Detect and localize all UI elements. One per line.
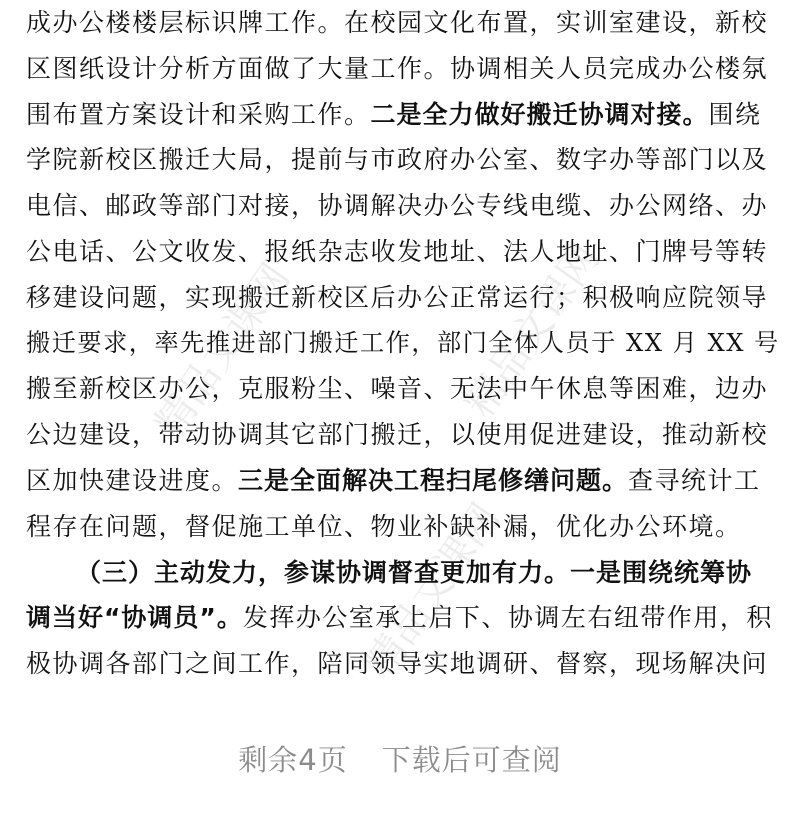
- text-line: [26, 550, 778, 596]
- text-line: [26, 183, 778, 229]
- text-line: [26, 321, 778, 367]
- text-segment: 围绕: [708, 99, 762, 129]
- text-segment: 区图纸设计分析方面做了大量工作。协调相关人员完成办公楼氛: [26, 53, 769, 83]
- watermark-3: 精品文课网: [356, 495, 510, 686]
- remaining-pages-text: 剩余4页: [238, 743, 348, 777]
- text-line: [26, 46, 778, 92]
- watermark-2: 精品文课网: [456, 235, 610, 426]
- document-body: [26, 0, 778, 687]
- text-segment: 电信、邮政等部门对接，协调解决办公专线电缆、办公网络、办: [26, 191, 769, 221]
- text-line: [26, 137, 778, 183]
- download-hint-text: 下载后可查阅: [381, 743, 562, 777]
- text-line: [26, 0, 778, 46]
- text-segment: 极协调各部门之间工作，陪同领导实地调研、督察，现场解决问: [26, 649, 769, 679]
- text-line: [26, 412, 778, 458]
- text-segment: 程存在问题，督促施工单位、物业补缺补漏，优化办公环境。: [26, 511, 742, 541]
- text-line: [26, 366, 778, 412]
- text-line: [26, 229, 778, 275]
- text-segment: 学院新校区搬迁大局，提前与市政府办公室、数字办等部门以及: [26, 145, 769, 175]
- text-segment: 公电话、公文收发、报纸杂志收发地址、法人地址、门牌号等转: [26, 236, 769, 266]
- text-line: [26, 595, 778, 641]
- text-line: [26, 275, 778, 321]
- remaining-pages-notice[interactable]: [0, 738, 800, 779]
- text-segment: 发挥办公室承上启下、协调左右纽带作用，积: [242, 603, 773, 633]
- text-segment: 搬至新校区办公，克服粉尘、噪音、无法中午休息等困难，边办: [26, 374, 769, 404]
- bold-text-segment: 二是全力做好搬迁协调对接。: [370, 99, 709, 129]
- bold-text-segment: （三）主动发力，参谋协调督查更加有力。一是围绕统筹协: [76, 557, 753, 587]
- text-segment: 移建设问题，实现搬迁新校区后办公正常运行；积极响应院领导: [26, 282, 769, 312]
- text-segment: 搬迁要求，率先推进部门搬迁工作，部门全体人员于 XX 月 XX 号: [26, 328, 780, 357]
- text-line: [26, 92, 778, 138]
- text-line: [26, 504, 778, 550]
- text-segment: 围布置方案设计和采购工作。: [26, 99, 371, 129]
- text-segment: 区加快建设进度。: [26, 465, 239, 495]
- text-segment: 查寻统计工: [628, 465, 761, 495]
- watermark-1: 精品文课网: [146, 255, 300, 446]
- bold-text-segment: 三是全面解决工程扫尾修缮问题。: [238, 465, 629, 495]
- text-segment: 成办公楼楼层标识牌工作。在校园文化布置，实训室建设，新校: [26, 8, 769, 37]
- text-line: [26, 641, 778, 687]
- bold-text-segment: 调当好“协调员”。: [26, 603, 243, 633]
- text-segment: 公边建设，带动协调其它部门搬迁，以使用促进建设，推动新校: [26, 420, 769, 450]
- text-line: [26, 458, 778, 504]
